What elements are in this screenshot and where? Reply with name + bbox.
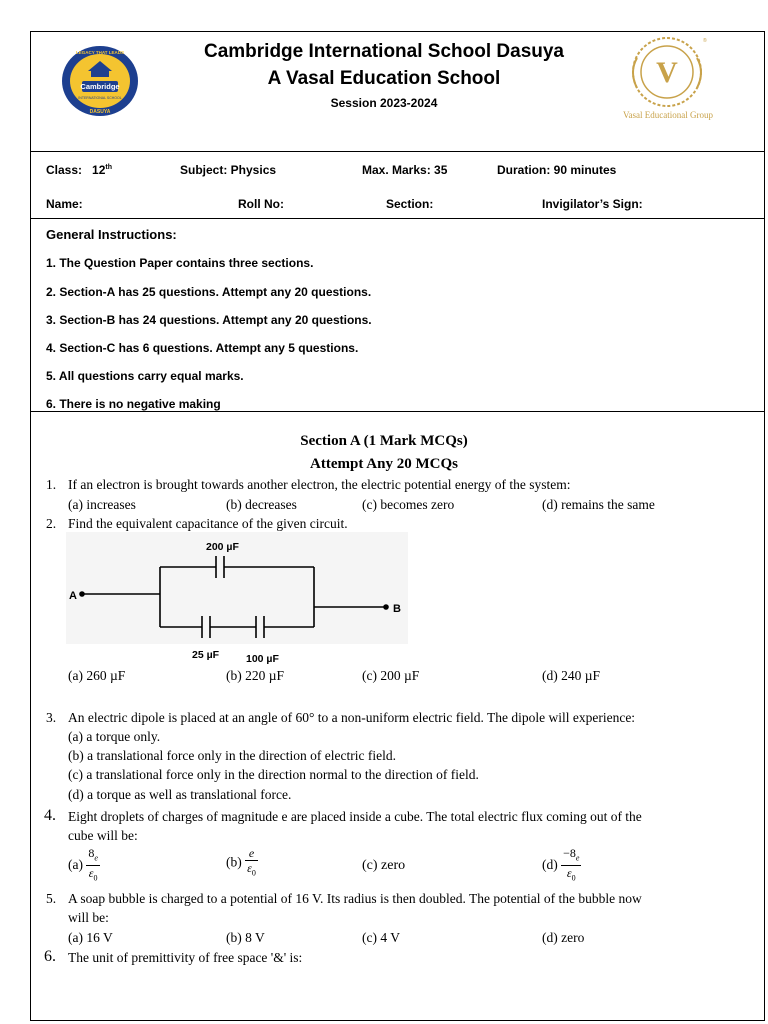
- option-a: (a) $\frac{8_e}{\varepsilon_0}$: [68, 846, 98, 883]
- section-field: Section:: [386, 197, 434, 211]
- logo-center-sub: INTERNATIONAL SCHOOL: [78, 96, 122, 100]
- circuit-diagram: [66, 532, 408, 668]
- question-number: 4.: [44, 807, 56, 824]
- question-text: An electric dipole is placed at an angle of 60° to a non-uniform electric field. The dipole will experience:: [68, 710, 636, 725]
- instruction-item: 3. Section-B has 24 questions. Attempt any 20 questions.: [46, 313, 372, 327]
- capacitor-1-label: 25 µF: [192, 649, 220, 661]
- circuit-label-a: A: [69, 590, 77, 602]
- question-text: The unit of premittivity of free space '&' is:: [68, 950, 303, 965]
- question-number: 2.: [46, 516, 57, 531]
- vasal-logo-letter: V: [656, 56, 678, 89]
- capacitor-top-label: 200 µF: [206, 541, 239, 553]
- class-field: Class: 12th: [46, 163, 113, 177]
- instruction-item: 6. There is no negative making: [46, 397, 221, 411]
- duration-field: Duration: 90 minutes: [497, 163, 617, 177]
- subject-field: Subject: Physics: [180, 163, 277, 177]
- question-text: Eight droplets of charges of magnitude e are placed inside a cube. The total electric flux coming out of the: [68, 809, 642, 824]
- option-c: (c) zero: [362, 858, 406, 873]
- vasal-logo-caption: Vasal Educational Group: [623, 110, 713, 120]
- roll-field: Roll No:: [238, 197, 284, 211]
- option-c: (c) 4 V: [362, 930, 400, 945]
- option-d: (d) remains the same: [542, 497, 655, 512]
- divider-info: [30, 218, 765, 219]
- instructions-title: General Instructions:: [46, 227, 177, 242]
- option-d: (d) 240 µF: [542, 668, 601, 683]
- option-d: (d) $\frac{-8_e}{\varepsilon_0}$: [542, 846, 580, 883]
- option-b: (b) 8 V: [226, 930, 265, 945]
- instruction-item: 5. All questions carry equal marks.: [46, 369, 244, 383]
- school-subtitle: A Vasal Education School: [267, 68, 501, 89]
- question-number: 1.: [46, 477, 57, 492]
- question-number: 6.: [44, 948, 56, 965]
- section-a-subtitle: Attempt Any 20 MCQs: [310, 456, 458, 472]
- option-a: (a) 16 V: [68, 930, 113, 945]
- logo-ring-top: LEGACY THAT LEADS: [75, 50, 125, 55]
- school-name: Cambridge International School Dasuya: [203, 41, 565, 62]
- section-a-title: Section A (1 Mark MCQs): [300, 433, 468, 449]
- instruction-item: 2. Section-A has 25 questions. Attempt any 20 questions.: [46, 285, 372, 299]
- question-text-cont: will be:: [68, 910, 109, 925]
- session: Session 2023-2024: [330, 96, 438, 110]
- option-d: (d) zero: [542, 930, 585, 945]
- divider-instructions: [30, 411, 765, 412]
- option-a: (a) a torque only.: [68, 729, 161, 744]
- option-b: (b) a translational force only in the direction of electric field.: [68, 748, 396, 763]
- option-b: (b) 220 µF: [226, 668, 285, 683]
- max-marks-field: Max. Marks: 35: [362, 163, 448, 177]
- option-c: (c) becomes zero: [362, 497, 455, 512]
- option-d: (d) a torque as well as translational force.: [68, 787, 292, 802]
- instruction-item: 4. Section-C has 6 questions. Attempt any 5 questions.: [46, 341, 359, 355]
- option-c: (c) a translational force only in the direction normal to the direction of field.: [68, 767, 479, 782]
- divider-header: [30, 151, 765, 152]
- option-c: (c) 200 µF: [362, 668, 420, 683]
- question-text-cont: cube will be:: [68, 828, 138, 843]
- question-text: A soap bubble is charged to a potential of 16 V. Its radius is then doubled. The potential of the bubble now: [68, 891, 642, 906]
- option-b: (b) $\frac{e}{\varepsilon_0}$: [226, 846, 256, 878]
- question-text: Find the equivalent capacitance of the given circuit.: [68, 516, 348, 531]
- invigilator-field: Invigilator’s Sign:: [542, 197, 643, 211]
- option-a: (a) 260 µF: [68, 668, 126, 683]
- option-b: (b) decreases: [226, 497, 297, 512]
- circuit-label-b: B: [393, 603, 401, 615]
- logo-center-text: Cambridge: [80, 82, 120, 91]
- svg-text:®: ®: [703, 38, 707, 44]
- question-number: 3.: [46, 710, 57, 725]
- name-field: Name:: [46, 197, 83, 211]
- question-text: If an electron is brought towards another electron, the electric potential energy of the system:: [68, 477, 571, 492]
- capacitor-2-label: 100 µF: [246, 653, 279, 665]
- logo-ring-bottom: DASUYA: [89, 109, 111, 115]
- instruction-item: 1. The Question Paper contains three sections.: [46, 256, 314, 270]
- question-number: 5.: [46, 891, 57, 906]
- option-a: (a) increases: [68, 497, 136, 512]
